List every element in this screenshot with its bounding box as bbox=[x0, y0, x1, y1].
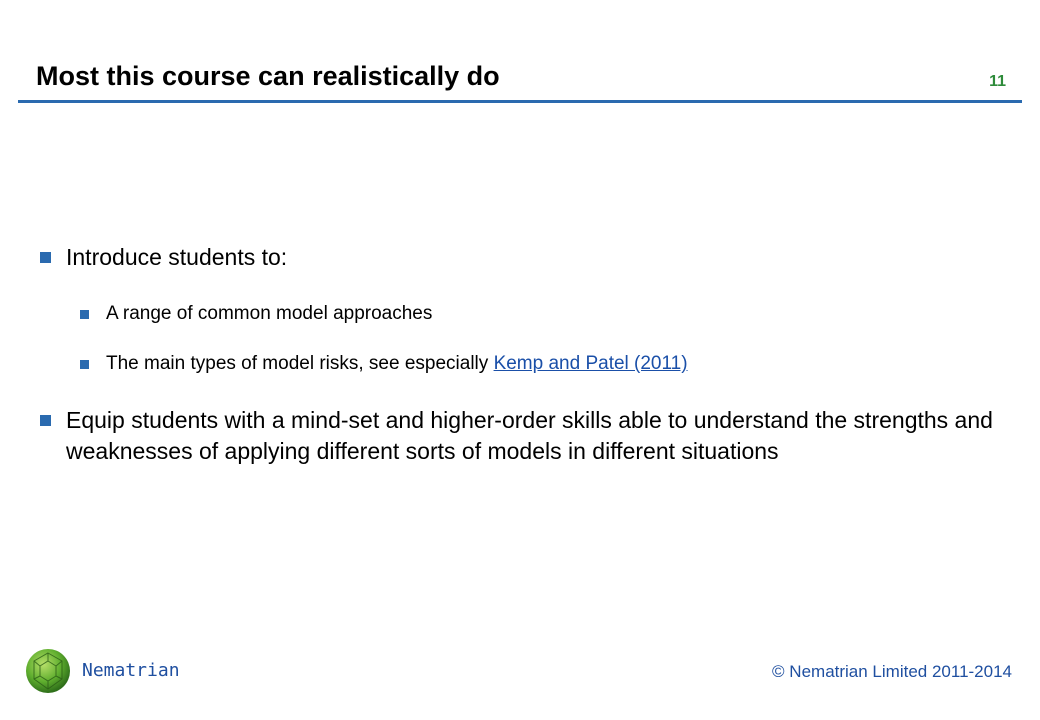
sub-bullet-marker bbox=[80, 360, 89, 369]
bullet-marker bbox=[40, 252, 51, 263]
sub-bullet-marker bbox=[80, 310, 89, 319]
sub-bullet-text-model-risks bbox=[106, 352, 688, 376]
page-number: 11 bbox=[989, 73, 1006, 90]
bullet-text-equip: Equip students with a mind-set and higher-order skills able to understand the strengths and weaknesses of applying different sorts of models in different situations bbox=[66, 407, 993, 464]
title-divider bbox=[18, 100, 1022, 103]
sub-bullet-text-prefix: The main types of model risks, see especially bbox=[106, 353, 494, 374]
sub-bullet-text-approaches: A range of common model approaches bbox=[106, 303, 433, 324]
green-geodesic-sphere-icon bbox=[24, 647, 72, 695]
kemp-patel-reference-link[interactable]: Kemp and Patel (2011) bbox=[493, 353, 688, 374]
slide-title: Most this course can realistically do bbox=[36, 61, 500, 91]
footer-copyright: © Nematrian Limited 2011-2014 bbox=[772, 662, 1012, 681]
bullet-text-introduce: Introduce students to: bbox=[66, 244, 288, 270]
bullet-marker bbox=[40, 415, 51, 426]
footer-brand: Nematrian bbox=[82, 660, 180, 681]
